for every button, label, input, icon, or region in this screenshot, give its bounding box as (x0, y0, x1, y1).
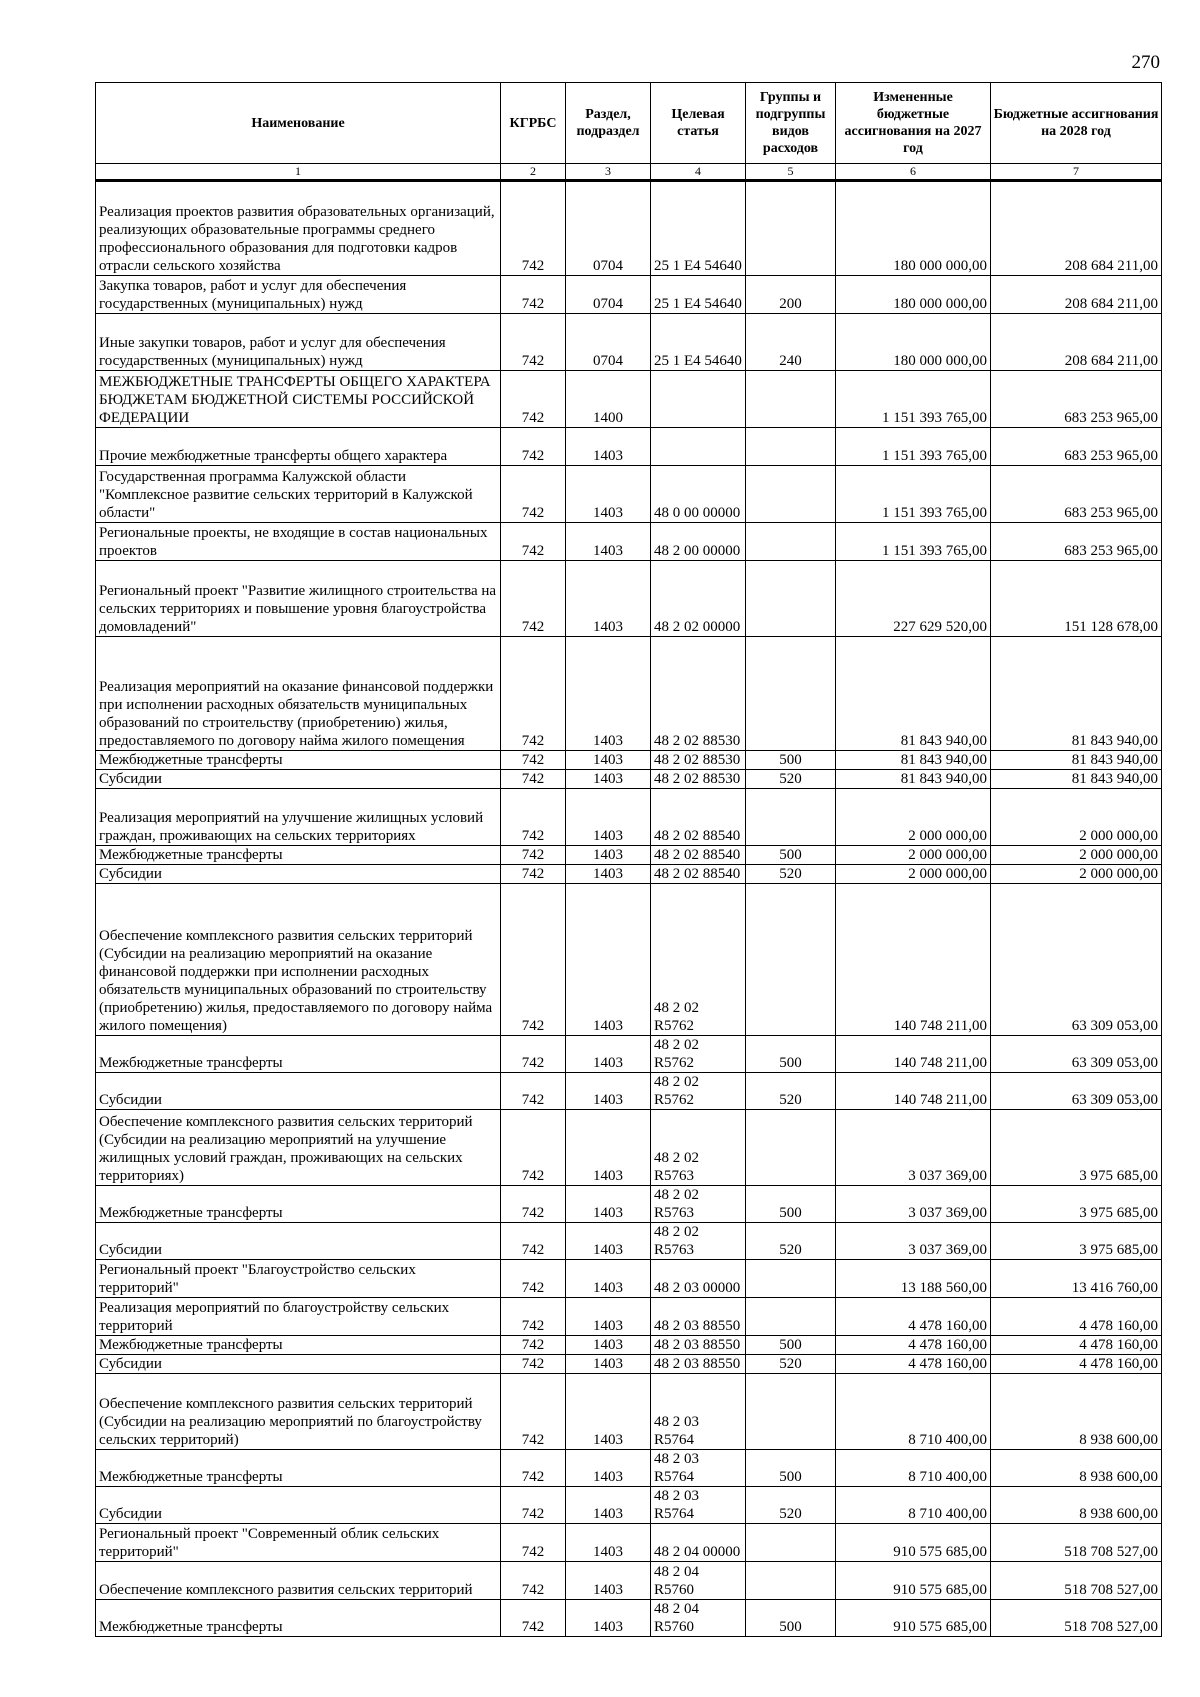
row-amount-2027: 1 151 393 765,00 (836, 523, 991, 561)
row-name: Межбюджетные трансферты (96, 1450, 501, 1487)
row-amount-2027: 8 710 400,00 (836, 1450, 991, 1487)
table-row (96, 523, 1162, 561)
row-amount-2027: 1 151 393 765,00 (836, 371, 991, 428)
row-amount-2027: 3 037 369,00 (836, 1223, 991, 1260)
row-amount-2028: 683 253 965,00 (991, 371, 1162, 428)
row-expense-group: 500 (746, 1450, 836, 1487)
row-name: Закупка товаров, работ и услуг для обеспечения государственных (муниципальных) нужд (96, 276, 501, 314)
table-row (96, 770, 1162, 789)
table-row (96, 637, 1162, 751)
row-amount-2028: 518 708 527,00 (991, 1562, 1162, 1600)
row-section: 1403 (566, 1524, 651, 1562)
row-name: Прочие межбюджетные трансферты общего характера (96, 428, 501, 466)
row-expense-group: 520 (746, 1355, 836, 1374)
row-kgrbs: 742 (501, 1186, 566, 1223)
row-amount-2028: 3 975 685,00 (991, 1110, 1162, 1186)
row-target-article: 48 2 02 88530 (651, 770, 746, 789)
row-kgrbs: 742 (501, 1562, 566, 1600)
table-row (96, 371, 1162, 428)
row-amount-2028: 518 708 527,00 (991, 1600, 1162, 1637)
row-expense-group (746, 1374, 836, 1450)
row-amount-2028: 63 309 053,00 (991, 1073, 1162, 1110)
row-section: 1403 (566, 1562, 651, 1600)
row-name: МЕЖБЮДЖЕТНЫЕ ТРАНСФЕРТЫ ОБЩЕГО ХАРАКТЕРА БЮДЖЕТАМ БЮДЖЕТНОЙ СИСТЕМЫ РОССИЙСКОЙ ФЕДЕРАЦИИ (96, 371, 501, 428)
row-amount-2027: 3 037 369,00 (836, 1186, 991, 1223)
row-expense-group: 200 (746, 276, 836, 314)
table-row (96, 314, 1162, 371)
row-target-article: 25 1 Е4 54640 (651, 314, 746, 371)
row-amount-2027: 3 037 369,00 (836, 1110, 991, 1186)
row-target-article: 48 2 00 00000 (651, 523, 746, 561)
column-number: 3 (566, 164, 651, 181)
row-kgrbs: 742 (501, 846, 566, 865)
row-amount-2028: 4 478 160,00 (991, 1355, 1162, 1374)
row-amount-2027: 4 478 160,00 (836, 1298, 991, 1336)
row-kgrbs: 742 (501, 1487, 566, 1524)
row-amount-2028: 518 708 527,00 (991, 1524, 1162, 1562)
table-row (96, 1600, 1162, 1637)
row-section: 1403 (566, 1036, 651, 1073)
header-target-article: Целевая статья (651, 83, 746, 164)
table-row (96, 1450, 1162, 1487)
row-kgrbs: 742 (501, 428, 566, 466)
row-section: 1403 (566, 770, 651, 789)
row-name: Межбюджетные трансферты (96, 1336, 501, 1355)
table-row (96, 1036, 1162, 1073)
row-target-article: 48 2 02 00000 (651, 561, 746, 637)
row-target-article: 48 2 03 R5764 (651, 1450, 746, 1487)
row-amount-2027: 8 710 400,00 (836, 1374, 991, 1450)
column-number: 1 (96, 164, 501, 181)
row-amount-2028: 683 253 965,00 (991, 466, 1162, 523)
row-target-article: 48 2 02 88530 (651, 751, 746, 770)
row-target-article: 48 2 02 R5763 (651, 1186, 746, 1223)
row-amount-2027: 81 843 940,00 (836, 751, 991, 770)
table-row (96, 884, 1162, 1036)
row-amount-2028: 81 843 940,00 (991, 751, 1162, 770)
table-row (96, 1487, 1162, 1524)
row-amount-2028: 2 000 000,00 (991, 865, 1162, 884)
row-amount-2028: 4 478 160,00 (991, 1336, 1162, 1355)
row-section: 1403 (566, 789, 651, 846)
row-amount-2028: 4 478 160,00 (991, 1298, 1162, 1336)
row-name: Региональные проекты, не входящие в состав национальных проектов (96, 523, 501, 561)
column-number: 7 (991, 164, 1162, 181)
row-section: 0704 (566, 276, 651, 314)
row-amount-2027: 1 151 393 765,00 (836, 428, 991, 466)
header-expense-group: Группы и подгруппы видов расходов (746, 83, 836, 164)
row-target-article: 48 2 02 R5763 (651, 1110, 746, 1186)
row-amount-2027: 81 843 940,00 (836, 770, 991, 789)
row-kgrbs: 742 (501, 1374, 566, 1450)
row-amount-2028: 81 843 940,00 (991, 637, 1162, 751)
table-row (96, 751, 1162, 770)
table-row (96, 1073, 1162, 1110)
row-amount-2027: 140 748 211,00 (836, 884, 991, 1036)
row-name: Субсидии (96, 1487, 501, 1524)
budget-table (95, 82, 1162, 1637)
row-kgrbs: 742 (501, 637, 566, 751)
row-expense-group: 520 (746, 1223, 836, 1260)
row-section: 1403 (566, 1374, 651, 1450)
row-section: 1403 (566, 1186, 651, 1223)
row-section: 1403 (566, 1336, 651, 1355)
table-row (96, 1562, 1162, 1600)
row-amount-2028: 81 843 940,00 (991, 770, 1162, 789)
row-kgrbs: 742 (501, 865, 566, 884)
row-kgrbs: 742 (501, 751, 566, 770)
row-expense-group: 240 (746, 314, 836, 371)
row-name: Региональный проект "Развитие жилищного строительства на сельских территориях и повышение уровня благоустройства домовладений" (96, 561, 501, 637)
row-name: Обеспечение комплексного развития сельских территорий (Субсидии на реализацию мероприятий по благоустройству сельских территорий) (96, 1374, 501, 1450)
row-amount-2028: 8 938 600,00 (991, 1487, 1162, 1524)
row-section: 1403 (566, 466, 651, 523)
row-amount-2028: 63 309 053,00 (991, 1036, 1162, 1073)
table-row (96, 181, 1162, 276)
row-expense-group (746, 466, 836, 523)
row-target-article (651, 428, 746, 466)
row-target-article (651, 371, 746, 428)
row-section: 1403 (566, 1355, 651, 1374)
row-expense-group (746, 1260, 836, 1298)
row-target-article: 48 2 04 00000 (651, 1524, 746, 1562)
table-row (96, 1223, 1162, 1260)
table-row (96, 1355, 1162, 1374)
row-kgrbs: 742 (501, 314, 566, 371)
row-name: Обеспечение комплексного развития сельских территорий (Субсидии на реализацию мероприятий на оказание финансовой поддержки при исполнении расходных обязательств муниципальных образований по строительству (приобретению) жилья, предоставляемого по договору найма жилого помещения) (96, 884, 501, 1036)
row-name: Региональный проект "Благоустройство сельских территорий" (96, 1260, 501, 1298)
row-amount-2028: 151 128 678,00 (991, 561, 1162, 637)
table-row (96, 561, 1162, 637)
row-amount-2028: 8 938 600,00 (991, 1450, 1162, 1487)
table-row (96, 846, 1162, 865)
row-name: Государственная программа Калужской области "Комплексное развитие сельских территорий в Калужской области" (96, 466, 501, 523)
row-kgrbs: 742 (501, 1524, 566, 1562)
row-section: 0704 (566, 314, 651, 371)
row-target-article: 48 2 04 R5760 (651, 1562, 746, 1600)
row-section: 1403 (566, 884, 651, 1036)
column-number: 2 (501, 164, 566, 181)
row-target-article: 48 2 02 88530 (651, 637, 746, 751)
row-section: 1403 (566, 428, 651, 466)
row-expense-group (746, 637, 836, 751)
row-name: Обеспечение комплексного развития сельских территорий (Субсидии на реализацию мероприятий на улучшение жилищных условий граждан, проживающих на сельских территориях) (96, 1110, 501, 1186)
row-kgrbs: 742 (501, 181, 566, 276)
row-amount-2027: 180 000 000,00 (836, 314, 991, 371)
row-amount-2027: 140 748 211,00 (836, 1036, 991, 1073)
row-kgrbs: 742 (501, 1260, 566, 1298)
row-name: Региональный проект "Современный облик сельских территорий" (96, 1524, 501, 1562)
page-number: 270 (1131, 52, 1160, 73)
header-amount-2028: Бюджетные ассигнования на 2028 год (991, 83, 1162, 164)
table-row (96, 1110, 1162, 1186)
row-kgrbs: 742 (501, 1355, 566, 1374)
row-section: 1403 (566, 1487, 651, 1524)
row-section: 1403 (566, 1298, 651, 1336)
row-kgrbs: 742 (501, 561, 566, 637)
row-kgrbs: 742 (501, 1110, 566, 1186)
table-body (96, 181, 1162, 1637)
table-row (96, 1186, 1162, 1223)
row-target-article: 48 0 00 00000 (651, 466, 746, 523)
row-name: Реализация проектов развития образовательных организаций, реализующих образовательные программы среднего профессионального образования для подготовки кадров отрасли сельского хозяйства (96, 181, 501, 276)
row-name: Субсидии (96, 1223, 501, 1260)
row-target-article: 48 2 02 R5762 (651, 1073, 746, 1110)
row-name: Иные закупки товаров, работ и услуг для обеспечения государственных (муниципальных) нужд (96, 314, 501, 371)
table-row (96, 1374, 1162, 1450)
row-target-article: 48 2 02 88540 (651, 846, 746, 865)
row-expense-group: 500 (746, 846, 836, 865)
row-target-article: 48 2 02 R5763 (651, 1223, 746, 1260)
row-amount-2027: 910 575 685,00 (836, 1524, 991, 1562)
row-target-article: 48 2 03 R5764 (651, 1487, 746, 1524)
row-section: 1403 (566, 637, 651, 751)
row-amount-2028: 208 684 211,00 (991, 181, 1162, 276)
row-name: Субсидии (96, 770, 501, 789)
row-section: 1403 (566, 1110, 651, 1186)
row-amount-2028: 3 975 685,00 (991, 1186, 1162, 1223)
row-amount-2027: 4 478 160,00 (836, 1355, 991, 1374)
row-section: 1400 (566, 371, 651, 428)
row-amount-2028: 2 000 000,00 (991, 789, 1162, 846)
row-expense-group (746, 1562, 836, 1600)
row-kgrbs: 742 (501, 1298, 566, 1336)
table-row (96, 1524, 1162, 1562)
header-kgrbs: КГРБС (501, 83, 566, 164)
row-kgrbs: 742 (501, 884, 566, 1036)
header-amount-2027: Измененные бюджетные ассигнования на 2027 год (836, 83, 991, 164)
row-amount-2027: 180 000 000,00 (836, 276, 991, 314)
row-expense-group: 520 (746, 865, 836, 884)
row-target-article: 48 2 03 88550 (651, 1298, 746, 1336)
row-expense-group (746, 371, 836, 428)
row-target-article: 48 2 03 88550 (651, 1355, 746, 1374)
table-row (96, 1260, 1162, 1298)
row-target-article: 48 2 02 R5762 (651, 884, 746, 1036)
row-name: Реализация мероприятий по благоустройству сельских территорий (96, 1298, 501, 1336)
row-amount-2028: 8 938 600,00 (991, 1374, 1162, 1450)
row-target-article: 25 1 Е4 54640 (651, 276, 746, 314)
row-section: 1403 (566, 1260, 651, 1298)
row-kgrbs: 742 (501, 523, 566, 561)
row-section: 1403 (566, 523, 651, 561)
row-amount-2027: 8 710 400,00 (836, 1487, 991, 1524)
table-row (96, 1336, 1162, 1355)
row-section: 0704 (566, 181, 651, 276)
row-expense-group: 500 (746, 1036, 836, 1073)
row-kgrbs: 742 (501, 1336, 566, 1355)
row-target-article: 48 2 02 88540 (651, 789, 746, 846)
row-kgrbs: 742 (501, 1036, 566, 1073)
row-amount-2028: 63 309 053,00 (991, 884, 1162, 1036)
row-name: Субсидии (96, 865, 501, 884)
row-expense-group (746, 884, 836, 1036)
row-section: 1403 (566, 865, 651, 884)
row-expense-group: 500 (746, 1186, 836, 1223)
row-kgrbs: 742 (501, 770, 566, 789)
table-row (96, 789, 1162, 846)
row-section: 1403 (566, 846, 651, 865)
row-amount-2027: 140 748 211,00 (836, 1073, 991, 1110)
row-amount-2027: 910 575 685,00 (836, 1562, 991, 1600)
row-amount-2027: 1 151 393 765,00 (836, 466, 991, 523)
column-number: 4 (651, 164, 746, 181)
row-name: Межбюджетные трансферты (96, 751, 501, 770)
row-section: 1403 (566, 751, 651, 770)
row-amount-2028: 2 000 000,00 (991, 846, 1162, 865)
row-name: Межбюджетные трансферты (96, 1036, 501, 1073)
row-amount-2027: 81 843 940,00 (836, 637, 991, 751)
row-kgrbs: 742 (501, 789, 566, 846)
header-row (96, 83, 1162, 164)
row-expense-group (746, 1524, 836, 1562)
row-expense-group: 520 (746, 1487, 836, 1524)
row-amount-2028: 13 416 760,00 (991, 1260, 1162, 1298)
row-section: 1403 (566, 1073, 651, 1110)
row-amount-2027: 4 478 160,00 (836, 1336, 991, 1355)
row-name: Обеспечение комплексного развития сельских территорий (96, 1562, 501, 1600)
row-amount-2027: 2 000 000,00 (836, 846, 991, 865)
row-name: Межбюджетные трансферты (96, 1186, 501, 1223)
row-target-article: 48 2 03 88550 (651, 1336, 746, 1355)
row-amount-2028: 683 253 965,00 (991, 523, 1162, 561)
row-name: Межбюджетные трансферты (96, 846, 501, 865)
header-name: Наименование (96, 83, 501, 164)
row-name: Субсидии (96, 1355, 501, 1374)
row-kgrbs: 742 (501, 371, 566, 428)
table-row (96, 466, 1162, 523)
row-name: Субсидии (96, 1073, 501, 1110)
row-expense-group: 520 (746, 770, 836, 789)
row-expense-group (746, 561, 836, 637)
row-section: 1403 (566, 1450, 651, 1487)
table-row (96, 865, 1162, 884)
row-expense-group: 520 (746, 1073, 836, 1110)
row-name: Реализация мероприятий на оказание финансовой поддержки при исполнении расходных обязательств муниципальных образований по строительству (приобретению) жилья, предоставляемого по договору найма жилого помещения (96, 637, 501, 751)
row-amount-2028: 3 975 685,00 (991, 1223, 1162, 1260)
row-target-article: 48 2 03 R5764 (651, 1374, 746, 1450)
row-expense-group: 500 (746, 751, 836, 770)
row-section: 1403 (566, 1600, 651, 1637)
row-kgrbs: 742 (501, 1450, 566, 1487)
row-amount-2028: 683 253 965,00 (991, 428, 1162, 466)
row-amount-2028: 208 684 211,00 (991, 276, 1162, 314)
row-section: 1403 (566, 561, 651, 637)
row-expense-group: 500 (746, 1600, 836, 1637)
table-row (96, 428, 1162, 466)
table-row (96, 276, 1162, 314)
column-number: 6 (836, 164, 991, 181)
row-amount-2028: 208 684 211,00 (991, 314, 1162, 371)
row-amount-2027: 910 575 685,00 (836, 1600, 991, 1637)
row-amount-2027: 180 000 000,00 (836, 181, 991, 276)
row-target-article: 48 2 02 R5762 (651, 1036, 746, 1073)
row-expense-group (746, 523, 836, 561)
row-kgrbs: 742 (501, 276, 566, 314)
row-target-article: 48 2 04 R5760 (651, 1600, 746, 1637)
row-amount-2027: 13 188 560,00 (836, 1260, 991, 1298)
row-expense-group (746, 1298, 836, 1336)
row-target-article: 48 2 02 88540 (651, 865, 746, 884)
table-row (96, 1298, 1162, 1336)
column-number-row (96, 164, 1162, 181)
row-name: Межбюджетные трансферты (96, 1600, 501, 1637)
row-expense-group: 500 (746, 1336, 836, 1355)
row-kgrbs: 742 (501, 1600, 566, 1637)
header-section: Раздел, подраздел (566, 83, 651, 164)
row-amount-2027: 2 000 000,00 (836, 865, 991, 884)
row-section: 1403 (566, 1223, 651, 1260)
column-number: 5 (746, 164, 836, 181)
row-expense-group (746, 428, 836, 466)
row-kgrbs: 742 (501, 1073, 566, 1110)
row-amount-2027: 2 000 000,00 (836, 789, 991, 846)
row-target-article: 48 2 03 00000 (651, 1260, 746, 1298)
row-kgrbs: 742 (501, 1223, 566, 1260)
row-expense-group (746, 181, 836, 276)
row-amount-2027: 227 629 520,00 (836, 561, 991, 637)
row-expense-group (746, 789, 836, 846)
row-name: Реализация мероприятий на улучшение жилищных условий граждан, проживающих на сельских территориях (96, 789, 501, 846)
row-kgrbs: 742 (501, 466, 566, 523)
row-target-article: 25 1 Е4 54640 (651, 181, 746, 276)
row-expense-group (746, 1110, 836, 1186)
